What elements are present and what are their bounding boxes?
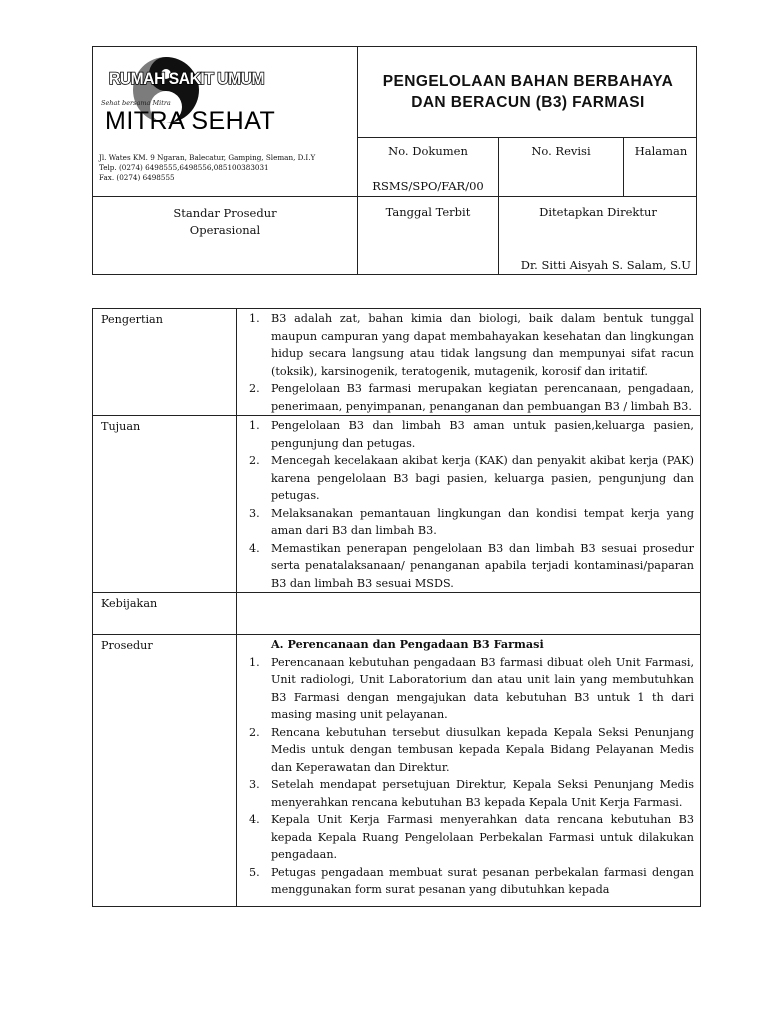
table-row: [93, 416, 701, 593]
list-item: 4. Memastikan penerapan pengelolaan B3 dan limbah B3 sesuai prosedur serta penatalaksanaan/ penanganan apabila terjadi kontaminasi/paparan B3 dan limbah B3 sesuai MSDS.: [249, 541, 694, 590]
halaman-label: Halaman: [634, 144, 688, 158]
hospital-logo-block: [93, 47, 357, 197]
section-label-kebijakan: Kebijakan: [93, 593, 237, 635]
no-revisi-label: No. Revisi: [531, 144, 591, 158]
section-label-prosedur: Prosedur: [93, 635, 237, 907]
document-header: [92, 46, 697, 275]
ditetapkan-direktur-label: Ditetapkan Direktur: [539, 205, 657, 219]
logo-tagline: Sehat bersama Mitra: [101, 99, 171, 107]
table-row: [93, 309, 701, 416]
list-item: 4. Kepala Unit Kerja Farmasi menyerahkan data rencana kebutuhan B3 kepada Kepala Ruang Pengelolaan Perbekalan Farmasi untuk dilakukan pengadaan.: [249, 813, 694, 861]
no-dokumen-label: No. Dokumen: [388, 144, 468, 158]
section-label-pengertian: Pengertian: [93, 309, 237, 416]
address-line: Jl. Wates KM. 9 Ngaran, Balecatur, Gamping, Sleman, D.I.Y: [99, 153, 316, 162]
table-row: [93, 593, 701, 635]
section-label-tujuan: Tujuan: [93, 416, 237, 593]
list-item: 1. B3 adalah zat, bahan kimia dan biologi, baik dalam bentuk tunggal maupun campuran yang dapat membahayakan kesehatan dan lingkungan hidup secara langsung atau tidak langsung dan mempunyai sifat racun (toksik), karsinogenik, teratogenik, mutagenik, korosif dan iritatif.: [249, 312, 694, 378]
logo-title: RUMAH SAKIT UMUM: [109, 69, 265, 88]
spo-label-line1: Standar Prosedur: [173, 206, 277, 220]
prosedur-subheading: A. Perencanaan dan Pengadaan B3 Farmasi: [271, 637, 544, 651]
section-content-pengertian: [237, 309, 701, 416]
tanggal-terbit-label: Tanggal Terbit: [385, 205, 471, 219]
list-item: 1. Pengelolaan B3 dan limbah B3 aman untuk pasien,keluarga pasien, pengunjung dan petugas.: [249, 419, 694, 450]
list-item: 2. Rencana kebutuhan tersebut diusulkan kepada Kepala Seksi Penunjang Medis untuk dengan tembusan kepada Kepala Bidang Pelayanan Medis dan Keperawatan dan Direktur.: [249, 725, 694, 774]
spo-label: [93, 205, 357, 239]
director-name: Dr. Sitti Aisyah S. Salam, S.U: [520, 258, 691, 272]
section-content-prosedur: [237, 635, 701, 907]
document-title: PENGELOLAAN BAHAN BERBAHAYA DAN BERACUN (B3) FARMASI: [382, 73, 674, 111]
list-item: 2. Pengelolaan B3 farmasi merupakan kegiatan perencanaan, pengadaan, penerimaan, penyimpanan, penanganan dan pembuangan B3 / limbah B3.: [249, 382, 694, 413]
table-row: [93, 635, 701, 907]
spo-content-table: [92, 308, 701, 907]
list-item: 2. Mencegah kecelakaan akibat kerja (KAK) dan penyakit akibat kerja (PAK) karena pengelolaan B3 bagi pasien, keluarga pasien, pengunjung dan petugas.: [249, 454, 694, 502]
section-content-tujuan: [237, 416, 701, 593]
spo-label-line2: Operasional: [189, 223, 261, 237]
section-content-kebijakan: [237, 593, 701, 635]
logo-hospital-name: MITRA SEHAT: [105, 107, 276, 135]
phone-line: Telp. (0274) 6498555,6498556,085100383031: [99, 163, 269, 172]
no-dokumen-value: RSMS/SPO/FAR/00: [372, 179, 484, 193]
list-item: 3. Setelah mendapat persetujuan Direktur, Kepala Seksi Penunjang Medis menyerahkan rencana kebutuhan B3 kepada Kepala Unit Kerja Farmasi.: [249, 778, 694, 809]
list-item: 3. Melaksanakan pemantauan lingkungan dan kondisi tempat kerja yang aman dari B3 dan limbah B3.: [249, 506, 694, 537]
list-item: 1. Perencanaan kebutuhan pengadaan B3 farmasi dibuat oleh Unit Farmasi, Unit radiologi, Unit Laboratorium dan atau unit lain yang membutuhkan B3 Farmasi dengan mengajukan data kebutuhan B3 untuk 1 th dari masing masing unit pelayanan.: [249, 655, 694, 721]
list-item: 5. Petugas pengadaan membuat surat pesanan perbekalan farmasi dengan menggunakan form surat pesanan yang dibutuhkan kepada: [249, 865, 694, 896]
fax-line: Fax. (0274) 6498555: [99, 173, 175, 182]
hospital-address: [99, 153, 315, 183]
